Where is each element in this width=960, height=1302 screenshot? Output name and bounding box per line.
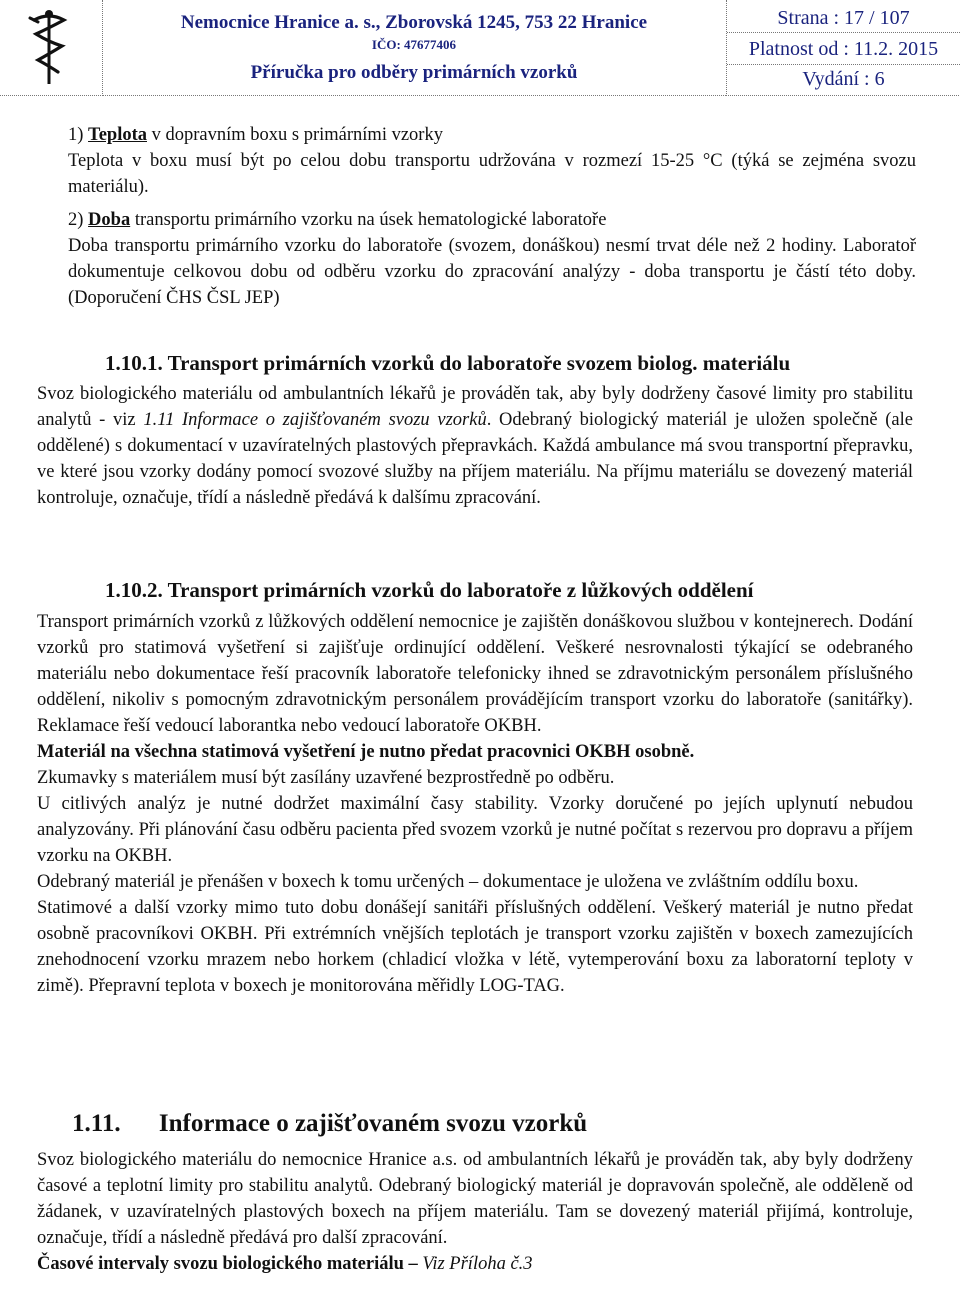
page-number: Strana : 17 / 107 (777, 7, 910, 29)
institution-name: Nemocnice Hranice a. s., Zborovská 1245, 753 22 Hranice (180, 12, 648, 33)
appendix-ref: Viz Příloha č.3 (422, 1254, 533, 1274)
section-1-10-1-heading: 1.10.1. Transport primárních vzorků do laboratoře svozem biolog. materiálu (105, 351, 791, 375)
institution-ico: IČO: 47677406 (371, 37, 457, 52)
header-meta-cell (726, 0, 960, 96)
header-title-cell (102, 0, 726, 96)
page-header (0, 0, 960, 96)
section-1-10-2-p1: Transport primárních vzorků z lůžkových oddělení nemocnice je zajištěn donáškovou službou v kontejnerech. Dodání vzorků pro statimová vyšetření si zajišťuje ordinující oddělení. Veškeré nesrovnalosti týkající se odebraného materiálu nebo dokumentace řeší pracovník laboratoře telefonicky ihned se zdravotnickým personálem příslušného oddělení, nikoliv s pomocným zdravotnickým personálem provádějícím transport vzorku do laboratoře (sanitářky). Reklamace řeší vedoucí laborantka nebo vedoucí laboratoře OKBH. (37, 612, 913, 736)
item1-text: Teplota v boxu musí být po celou dobu transportu udržována v rozmezí 15-25 °C (týká se zejména svozu materiálu). (68, 151, 916, 197)
section-ref-link: 1.11 Informace o zajišťovaném svozu vzorků (143, 410, 487, 430)
valid-from: Platnost od : 11.2. 2015 (748, 38, 939, 60)
section-1-10-2-p3: Zkumavky s materiálem musí být zasílány uzavřené bezprostředně po odběru. (37, 768, 615, 788)
edition: Vydání : 6 (802, 68, 885, 90)
section-1-11-p2: Časové intervaly svozu biologického materiálu – Viz Příloha č.3 (37, 1254, 533, 1274)
item2-title: Doba (88, 210, 131, 230)
section-1-10-2-p5: Odebraný materiál je přenášen v boxech k tomu určených – dokumentace je uložena ve zvláštním oddílu boxu. (37, 872, 859, 892)
section-1-10-2-p6: Statimové a další vzorky mimo tuto dobu donášejí sanitáři příslušných oddělení. Veškerý materiál je nutno předat osobně pracovníkovi OKBH. Při extrémních vnějších teplotách je transport vzorku zajištěn v boxech zamezujících znehodnocení vzorku mrazem nebo horkem (chladicí vložka v létě, vytemperování boxu za laboratorní teploty v zimě). Přepravní teplota v boxech je monitorována měřidly LOG-TAG. (37, 898, 913, 996)
section-1-11-body (37, 1147, 913, 1277)
section-1-10-2-p4: U citlivých analýz je nutné dodržet maximální časy stability. Vzorky doručené po jejích uplynutí nebudou analyzovány. Při plánování času odběru pacienta před svozem vzorků je nutné počítat s rezervou pro dopravu a příjem vzorku na OKBH. (37, 794, 913, 866)
section-1-10-2-p2: Materiál na všechna statimová vyšetření je nutno předat pracovnici OKBH osobně. (37, 742, 695, 762)
section-1-11-heading: 1.11. Informace o zajišťovaném svozu vzorků (72, 1110, 588, 1137)
logo-cell (0, 0, 103, 96)
section-1-10-1-text: Svoz biologického materiálu od ambulantních lékařů je prováděn tak, aby byly dodrženy časové limity pro stabilitu analytů - viz 1.11 Informace o zajišťovaném svozu vzorků. Odebraný biologický materiál je uložen společně (ale oddělené) s dokumentací v uzavíratelných plastových přepravkách. Každá ambulance má svou transportní přepravku, ve které jsou vzorky dodány pomocí svozové služby na příjem materiálu. Na příjmu materiálu se dovezený materiál kontroluje, označuje, třídí a následně předává k dalšímu zpracování. (37, 384, 913, 508)
section-1-10-2-body (37, 609, 913, 999)
rod-of-asclepius-icon (20, 8, 78, 86)
item1-heading: 1) Teplota v dopravním boxu s primárními vzorky (68, 125, 443, 145)
item2-text: Doba transportu primárního vzorku do laboratoře (svozem, donáškou) nesmí trvat déle než 2 hodiny. Laboratoř dokumentuje celkovou dobu od odběru vzorku do zpracování analýzy - doba transportu je částí této doby. (Doporučení ČHS ČSL JEP) (68, 236, 916, 308)
manual-title: Příručka pro odběry primárních vzorků (250, 62, 578, 83)
section-1-11-p1: Svoz biologického materiálu do nemocnice Hranice a.s. od ambulantních lékařů je prováděn tak, aby byly dodrženy časové a teplotní limity pro stabilitu analytů. Odebraný biologický materiál je dopravován společně, ale odděleně od žádanek, v uzavíratelných plastových boxech na příjem materiálu. Tam se dovezený materiál přijímá, kontroluje, označuje, třídí a následně předává pro další zpracování. (37, 1150, 913, 1248)
section-1-10-2-heading: 1.10.2. Transport primárních vzorků do laboratoře z lůžkových oddělení (105, 578, 754, 602)
item1-title: Teplota (88, 125, 147, 145)
item2-heading: 2) Doba transportu primárního vzorku na úsek hematologické laboratoře (68, 210, 607, 230)
